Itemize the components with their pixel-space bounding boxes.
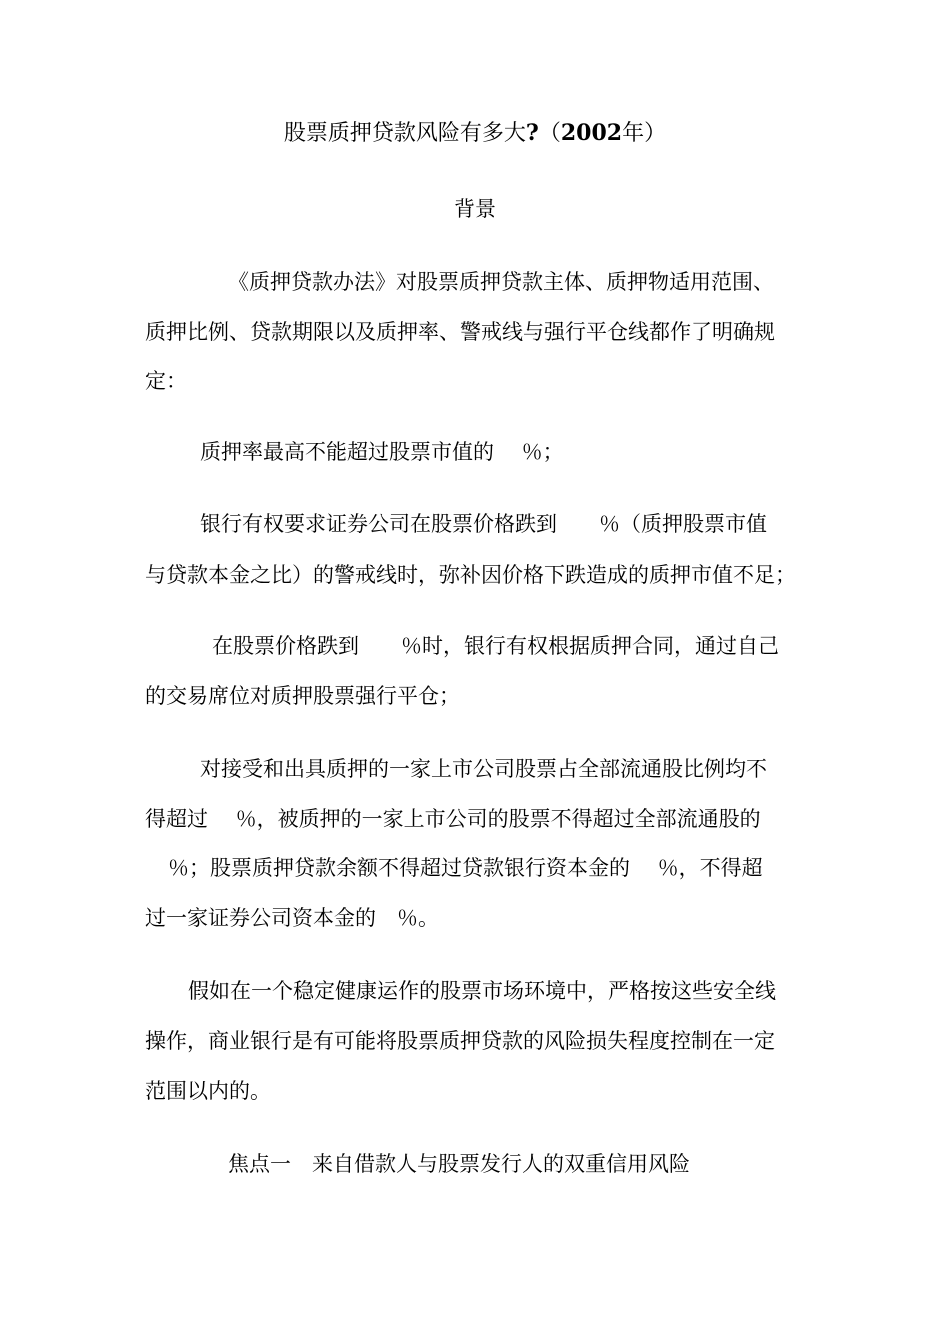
rule-limits-line-1: 对接受和出具质押的一家上市公司股票占全部流通股比例均不: [200, 757, 767, 781]
rule-warning-line-2: 与贷款本金之比）的警戒线时，弥补因价格下跌造成的质押市值不足；: [145, 563, 796, 587]
title-prefix: 股票质押贷款风险有多大: [283, 121, 526, 146]
rule-limits-line-2: 得超过 ％，被质押的一家上市公司的股票不得超过全部流通股的: [145, 807, 761, 831]
rule-liquidation-line-1: 在股票价格跌到 ％时，银行有权根据质押合同，通过自己: [212, 634, 779, 658]
intro-line-2: 质押比例、贷款期限以及质押率、警戒线与强行平仓线都作了明确规: [145, 320, 775, 344]
document-title: [0, 118, 950, 149]
conclusion-line-3: 范围以内的。: [145, 1079, 271, 1103]
rule-pledge-rate: 质押率最高不能超过股票市值的 ％；: [200, 440, 564, 464]
rule-limits-line-3: ％；股票质押贷款余额不得超过贷款银行资本金的 ％，不得超: [168, 856, 763, 880]
intro-line-3: 定：: [145, 369, 187, 393]
rule-limits-line-4: 过一家证券公司资本金的 ％。: [145, 906, 439, 930]
rule-warning-line-1: 银行有权要求证券公司在股票价格跌到 ％（质押股票市值: [200, 512, 767, 536]
title-question-mark: ?: [525, 120, 539, 146]
intro-line-1: 《质押贷款办法》对股票质押贷款主体、质押物适用范围、: [228, 270, 774, 294]
title-year: 2002: [560, 120, 623, 146]
section-heading-focus-one: 焦点一 来自借款人与股票发行人的双重信用风险: [228, 1152, 690, 1176]
conclusion-line-2: 操作，商业银行是有可能将股票质押贷款的风险损失程度控制在一定: [145, 1029, 775, 1053]
rule-liquidation-line-2: 的交易席位对质押股票强行平仓；: [145, 684, 460, 708]
conclusion-line-1: 假如在一个稳定健康运作的股票市场环境中，严格按这些安全线: [188, 979, 776, 1003]
title-suffix: 年）: [622, 121, 667, 146]
section-heading-background: 背景: [454, 197, 496, 221]
title-paren-open: （: [538, 121, 561, 146]
